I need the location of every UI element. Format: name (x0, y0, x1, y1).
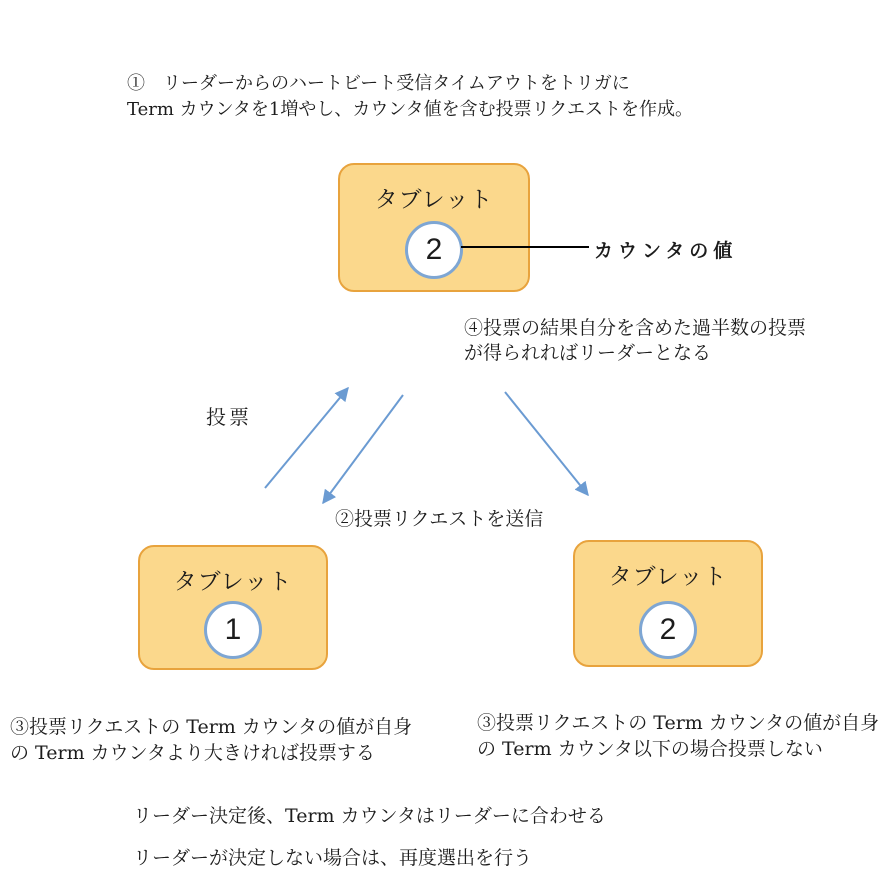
term-counter-badge-right (639, 601, 697, 659)
step4-note (464, 316, 806, 366)
step1-note-line2: Term カウンタを1増やし、カウンタ値を含む投票リクエストを作成。 (127, 99, 693, 120)
tablet-node-top (338, 163, 530, 292)
counter-value-label: カウンタの値 (594, 240, 738, 262)
footer-note-1: リーダー決定後、Term カウンタはリーダーに合わせる (133, 805, 606, 827)
term-counter-badge-top (405, 221, 463, 279)
vote-request-arrow-left (323, 395, 403, 503)
step4-note-line2: が得られればリーダーとなる (464, 342, 712, 364)
step1-note (127, 71, 693, 123)
tablet-node-right (573, 540, 763, 667)
step2-note: ②投票リクエストを送信 (335, 508, 544, 530)
tablet-node-right-label: タブレット (608, 563, 728, 589)
vote-arrow-up (265, 388, 348, 488)
term-counter-value-right: 2 (659, 613, 677, 646)
tablet-node-left (138, 545, 328, 670)
tablet-node-left-label: タブレット (173, 568, 293, 594)
term-counter-badge-left (204, 601, 262, 659)
step4-note-line1: ④投票の結果自分を含めた過半数の投票 (464, 317, 807, 339)
vote-label: 投票 (206, 405, 252, 429)
step3-left-note (10, 714, 412, 766)
step3-left-note-line1: ③投票リクエストの Term カウンタの値が自身 (10, 716, 413, 738)
step1-note-line1: ① リーダーからのハートビート受信タイムアウトをトリガに (127, 73, 630, 94)
footer-note-2: リーダーが決定しない場合は、再度選出を行う (133, 847, 533, 869)
step3-left-note-line2: の Term カウンタより大きければ投票する (10, 742, 375, 764)
step3-right-note-line1: ③投票リクエストの Term カウンタの値が自身 (477, 712, 880, 734)
vote-request-arrow-right (505, 392, 588, 495)
tablet-node-top-label: タブレット (374, 186, 494, 212)
step3-right-note (477, 710, 879, 762)
term-counter-value-left: 1 (224, 613, 242, 646)
step3-right-note-line2: の Term カウンタ以下の場合投票しない (477, 738, 823, 760)
term-counter-value-top: 2 (425, 233, 443, 266)
counter-pointer-line (461, 246, 589, 248)
